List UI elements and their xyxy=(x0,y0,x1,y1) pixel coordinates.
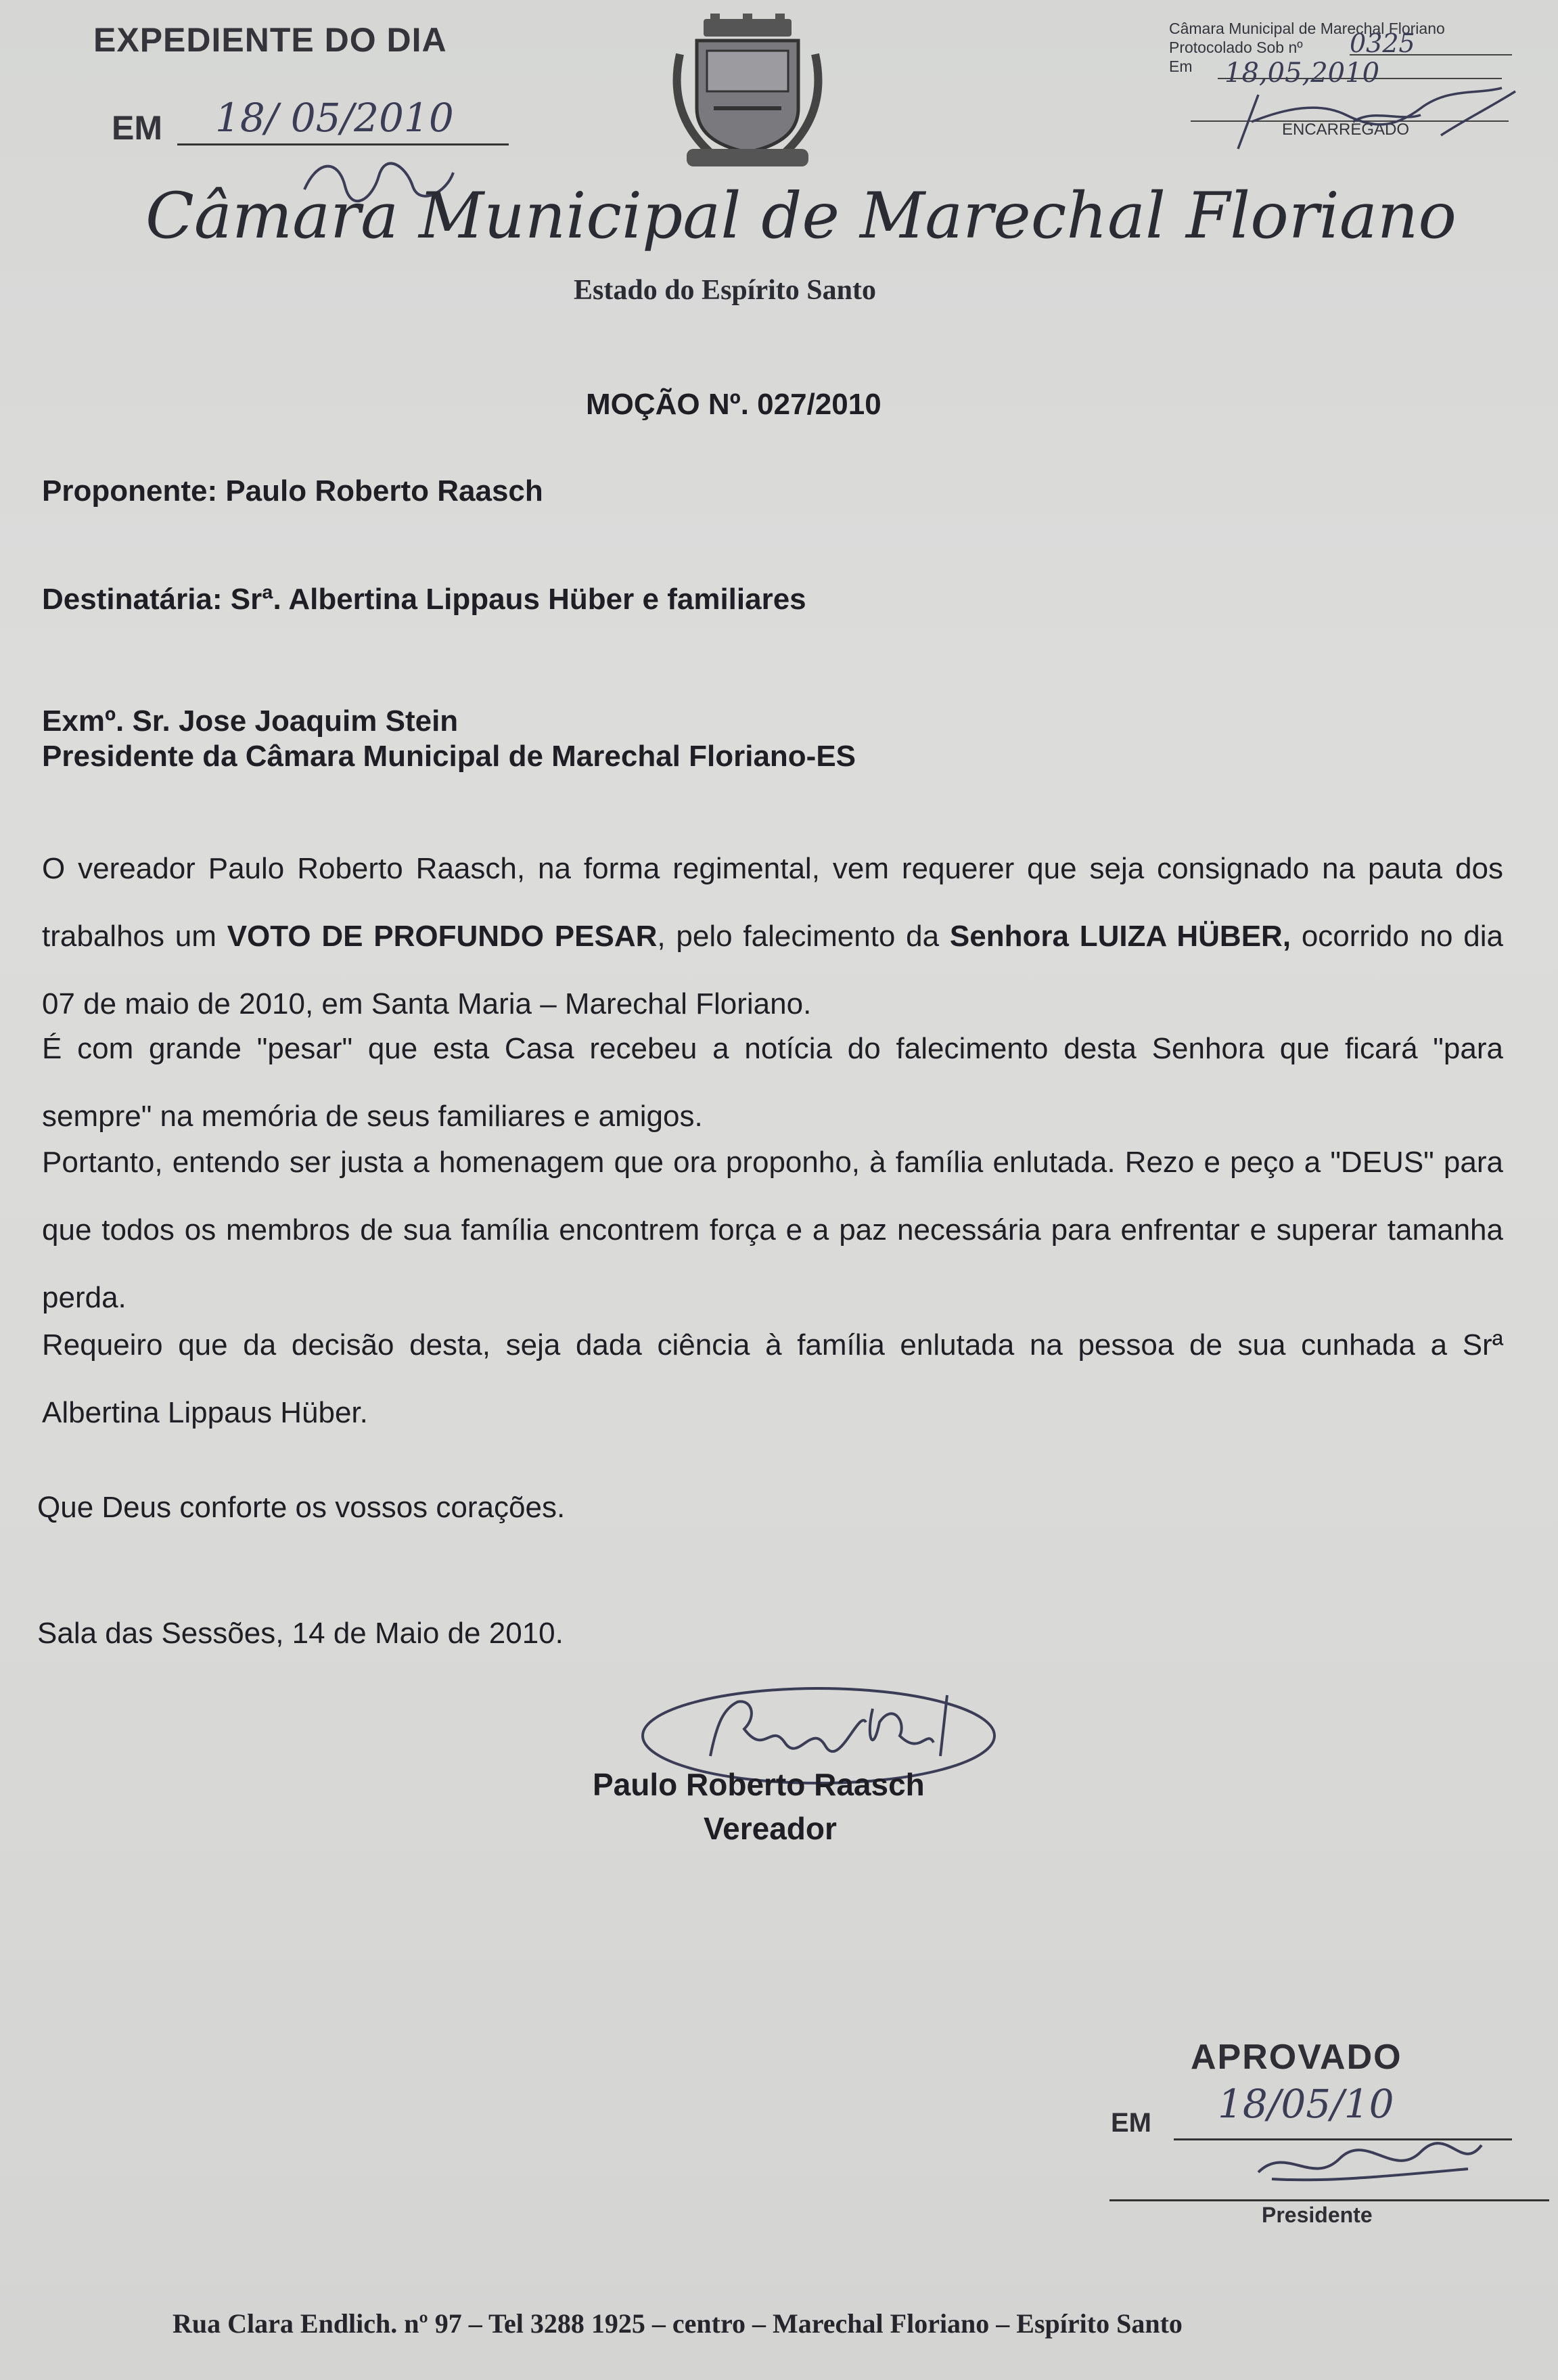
president-label: Presidente xyxy=(1262,2203,1373,2227)
protocol-handwritten-date: 18,05,2010 xyxy=(1224,58,1380,89)
addressee-title: Presidente da Câmara Municipal de Marechal Floriano-ES xyxy=(42,740,856,773)
approval-em-label: EM xyxy=(1111,2108,1151,2138)
expediente-handwritten-date: 18/ 05/2010 xyxy=(215,95,454,141)
document-title: MOÇÃO Nº. 027/2010 xyxy=(586,388,881,421)
encarregado-signature xyxy=(1218,81,1529,156)
paragraph-2: É com grande "pesar" que esta Casa recebeu a notícia do falecimento desta Senhora que ficará "para sempre" na memória de seus familiares e amigos. xyxy=(42,1032,1503,1133)
closing-line: Que Deus conforte os vossos corações. xyxy=(37,1491,566,1524)
proponente-line: Proponente: Paulo Roberto Raasch xyxy=(42,474,543,508)
p1-text-c: , pelo falecimento da xyxy=(657,920,950,953)
p1-text-e: ocorrido no dia 07 de maio de 2010, em Santa Maria – Marechal Floriano. xyxy=(42,920,1504,1020)
approval-handwritten-date: 18/05/10 xyxy=(1218,2081,1394,2127)
signer-role: Vereador xyxy=(704,1811,837,1846)
paragraph-1 xyxy=(42,835,1503,1038)
protocol-institution: Câmara Municipal de Marechal Floriano xyxy=(1169,20,1445,37)
p1-text-a: O vereador Paulo Roberto Raasch, na forma regimental, vem requerer que seja consignado na pauta dos trabalhos um xyxy=(42,852,1503,953)
expediente-date-line xyxy=(177,143,509,145)
signer-name: Paulo Roberto Raasch xyxy=(593,1767,925,1802)
expediente-em-label: EM xyxy=(112,109,162,147)
president-signature-line xyxy=(1109,2199,1549,2201)
encarregado-label: ENCARREGADO xyxy=(1282,120,1410,139)
protocol-handwritten-number: 0325 xyxy=(1350,28,1415,58)
paragraph-4: Requeiro que da decisão desta, seja dada ciência à família enlutada na pessoa de sua cunhada a Srª Albertina Lippaus Hüber. xyxy=(42,1328,1503,1429)
municipal-crest-icon xyxy=(666,14,829,173)
destinataria-line: Destinatária: Srª. Albertina Lippaus Hüber e familiares xyxy=(42,583,806,616)
paragraph-3: Portanto, entendo ser justa a homenagem que ora proponho, à família enlutada. Rezo e peço a "DEUS" para que todos os membros de sua família encontrem força e a paz necessária para enfrentar e superar tamanha perda. xyxy=(42,1146,1503,1314)
approval-signature xyxy=(1245,2132,1488,2193)
p1-emphasis-voto: VOTO DE PROFUNDO PESAR xyxy=(227,920,658,953)
institution-name: Câmara Municipal de Marechal Floriano xyxy=(145,179,1457,253)
expediente-stamp-title: EXPEDIENTE DO DIA xyxy=(93,21,447,59)
protocol-em-label: Em xyxy=(1169,58,1193,75)
state-name: Estado do Espírito Santo xyxy=(574,275,876,306)
footer-address: Rua Clara Endlich. nº 97 – Tel 3288 1925 – centro – Marechal Floriano – Espírito Santo xyxy=(173,2308,1183,2339)
p1-emphasis-name: Senhora LUIZA HÜBER, xyxy=(949,920,1291,953)
approval-stamp-title: APROVADO xyxy=(1191,2038,1402,2077)
addressee-name: Exmº. Sr. Jose Joaquim Stein xyxy=(42,704,459,738)
protocol-label: Protocolado Sob nº xyxy=(1169,39,1303,56)
place-date-line: Sala das Sessões, 14 de Maio de 2010. xyxy=(37,1617,564,1650)
